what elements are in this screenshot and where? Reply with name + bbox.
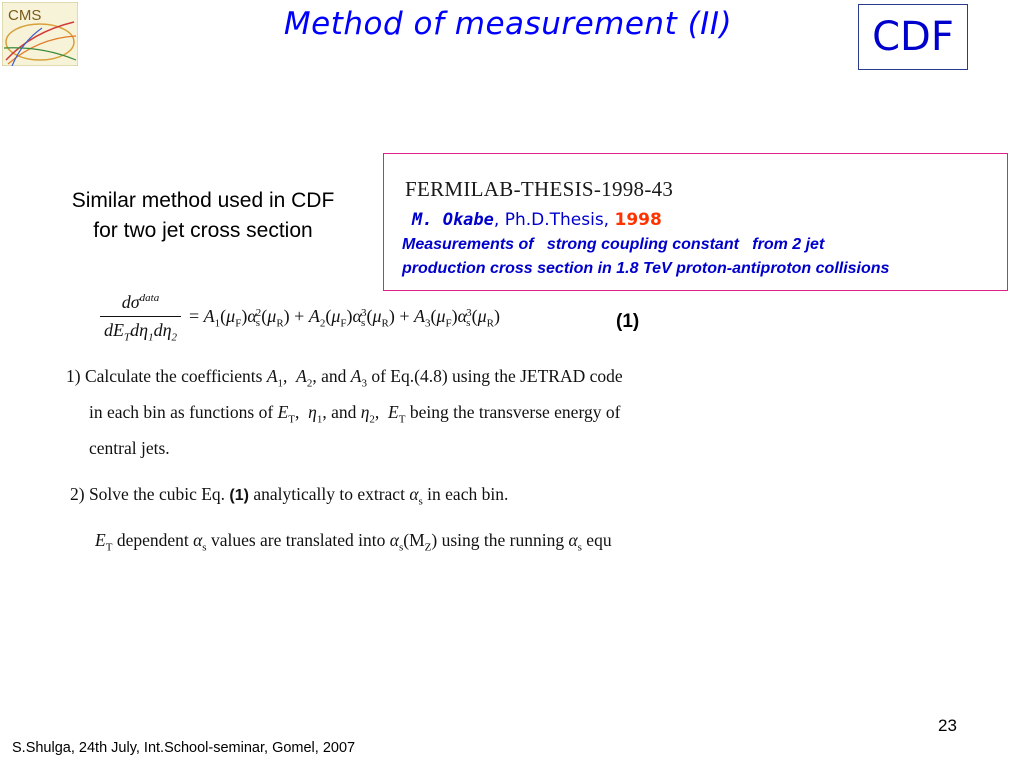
thesis-author-line — [412, 210, 662, 230]
equation-lhs-fraction: $\frac{d\sigma^{data}}{dE_Td\eta_1d\eta_2}$ — [100, 292, 181, 344]
cdf-label-box: CDF — [858, 4, 968, 70]
step1-number: 1) — [66, 366, 81, 386]
step2-text-a: Solve the cubic Eq. — [88, 484, 230, 504]
step1-line2-text-b: being the transverse energy of — [405, 402, 621, 422]
equation-rhs: = $A_1(\mu_F)\alpha$ 2 s $(\mu_R) + A_2(\mu_F)\alpha$ 3 s $(\mu_R) + A_3(\mu_F)\alpha$ 3 s $(\mu_R)$ — [189, 306, 501, 330]
thesis-year: 1998 — [614, 210, 662, 230]
thesis-author: M. Okabe — [412, 210, 494, 230]
step2-line1: 2) Solve the cubic Eq. (1) analytically to extract $\alpha_s$ in each bin. — [70, 484, 509, 508]
step2-line2-text-b: values are translated into — [206, 530, 390, 550]
cross-section-equation — [100, 288, 500, 348]
similar-note-line2: for two jet cross section — [93, 219, 313, 242]
thesis-description-line1: Measurements of strong coupling constant from 2 jet — [402, 236, 825, 253]
footer-credit: S.Shulga, 24th July, Int.School-seminar, Gomel, 2007 — [12, 740, 356, 756]
step2-line2-text-a: dependent — [112, 530, 194, 550]
step2-line2-text-c: using the running — [437, 530, 569, 550]
thesis-degree: , Ph.D.Thesis, — [493, 210, 615, 230]
step1-text-b: of Eq.(4.8) using the JETRAD code — [366, 366, 623, 386]
slide-title: Method of measurement (II) — [283, 6, 733, 42]
step2-text-b: analytically to extract — [248, 484, 410, 504]
similar-note-line1: Similar method used in CDF — [71, 189, 335, 212]
step1-line1: 1) Calculate the coefficients $A_1$, $A_2$, and $A_3$ of Eq.(4.8) using the JETRAD code — [66, 366, 623, 390]
step1-line2: in each bin as functions of $E_T$, $\eta_1$, and $\eta_2$, $E_T$ being the transverse energy of — [89, 402, 621, 426]
svg-text:CMS: CMS — [8, 7, 42, 24]
similar-method-note — [28, 186, 378, 246]
step2-line2: $E_T$ dependent $\alpha_s$ values are translated into $\alpha_s(M_Z)$ using the running $\alpha_s$ equ — [95, 530, 612, 554]
page-number: 23 — [938, 716, 957, 735]
step1-line2-text-a: in each bin as functions of — [89, 402, 278, 422]
step2-number: 2) — [70, 484, 85, 504]
step2-line2-text-d: equ — [581, 530, 612, 550]
step2-text-c: in each bin. — [422, 484, 509, 504]
thesis-description-line2: production cross section in 1.8 TeV proton-antiproton collisions — [402, 260, 890, 277]
step2-equation-ref: (1) — [229, 487, 249, 504]
step1-line3: central jets. — [89, 438, 170, 458]
thesis-id: FERMILAB-THESIS-1998-43 — [405, 177, 674, 201]
step1-text-a: Calculate the coefficients — [84, 366, 267, 386]
equation-label: (1) — [616, 311, 640, 332]
